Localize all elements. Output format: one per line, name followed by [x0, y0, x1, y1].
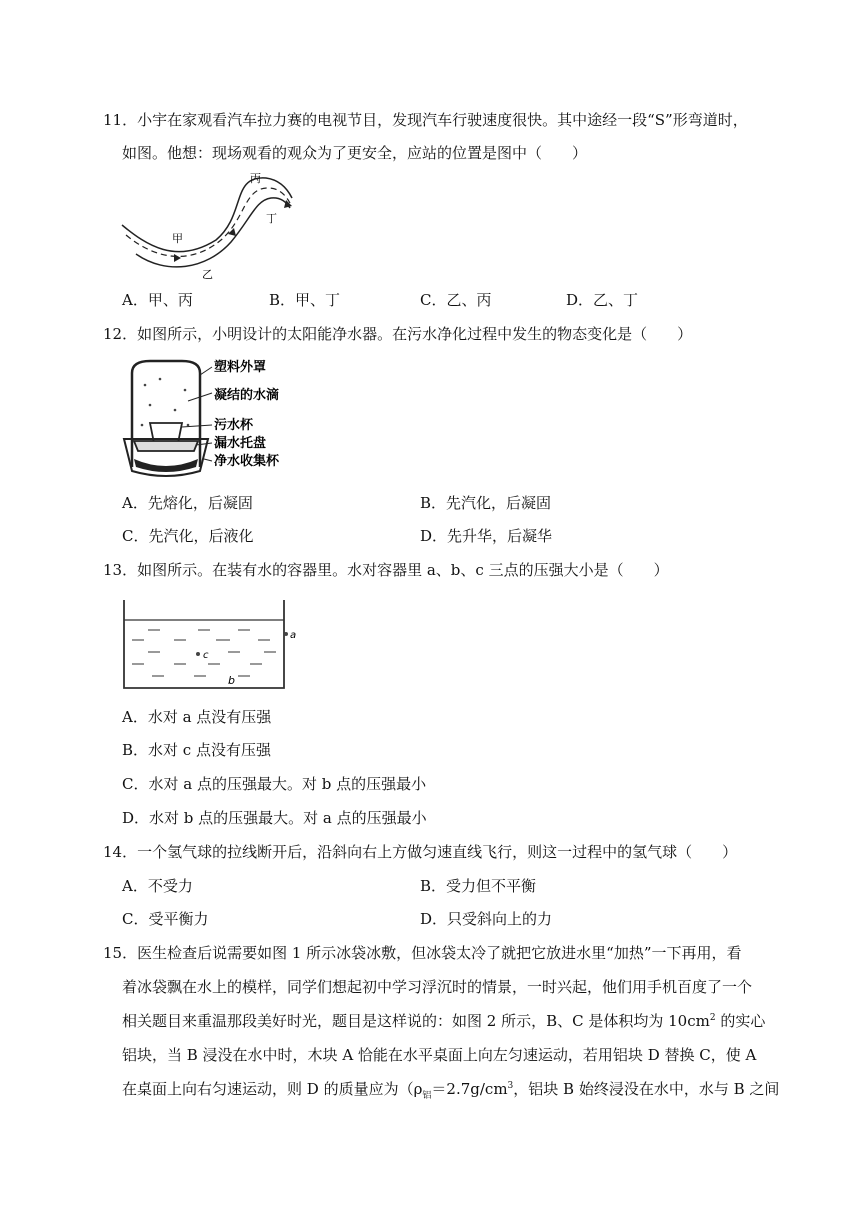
q13-option-b: B．水对 c 点没有压强 — [122, 741, 271, 759]
label-plastic-cover: 塑料外罩 — [214, 360, 267, 375]
drip-tray — [134, 441, 198, 451]
q14-option-c: C．受平衡力 — [122, 910, 209, 928]
label-c: c — [203, 650, 209, 661]
q14-number: 14． — [103, 843, 138, 861]
q14-option-a: A．不受力 — [122, 877, 193, 895]
q15-line2: 着冰袋飘在水上的模样，同学们想起初中学习浮沉时的情景，一时兴起，他们用手机百度了一个 — [122, 978, 753, 996]
label-condensed-drops: 凝结的水滴 — [214, 388, 280, 403]
label-b: b — [228, 674, 235, 687]
q13-option-c: C．水对 a 点的压强最大。对 b 点的压强最小 — [122, 775, 427, 793]
collected-water — [134, 459, 198, 472]
label-bing: 丙 — [250, 172, 261, 185]
q12-line1: 12．如图所示，小明设计的太阳能净水器。在污水净化过程中发生的物态变化是（ ） — [103, 325, 693, 343]
q15-line1: 15．医生检查后说需要如图 1 所示冰袋冰敷，但冰袋太冷了就把它放进水里“加热”一下再用，看 — [103, 944, 742, 962]
point-c — [196, 652, 200, 656]
q11-number: 11． — [103, 111, 138, 129]
q12-option-d: D．先升华，后凝华 — [420, 527, 553, 545]
q12-option-a: A．先熔化，后凝固 — [122, 494, 253, 512]
label-dirty-water-cup: 污水杯 — [214, 418, 254, 433]
label-drip-tray: 漏水托盘 — [214, 436, 267, 451]
q11-option-c: C．乙、丙 — [420, 291, 492, 309]
q11-option-a: A．甲、丙 — [122, 291, 193, 309]
q14-option-d: D．只受斜向上的力 — [420, 910, 553, 928]
q11-line1: 11．小宇在家观看汽车拉力赛的电视节目，发现汽车行驶速度很快。其中途经一段“S”形弯道时， — [103, 111, 748, 129]
q13-number: 13． — [103, 561, 138, 579]
q11-option-b: B．甲、丁 — [269, 291, 341, 309]
label-yi: 乙 — [202, 268, 213, 281]
water-container-figure — [118, 596, 298, 692]
q13-line1: 13．如图所示。在装有水的容器里。水对容器里 a、b、c 三点的压强大小是（ ） — [103, 561, 669, 579]
label-a: a — [290, 630, 297, 641]
road-inner-edge — [136, 198, 290, 267]
q11-option-d: D．乙、丁 — [566, 291, 639, 309]
q14-option-b: B．受力但不平衡 — [420, 877, 537, 895]
point-a — [284, 632, 288, 636]
s-curve-road-figure — [116, 170, 296, 282]
q15-line3: 相关题目来重温那段美好时光，题目是这样说的：如图 2 所示，B、C 是体积均为 $10cm^2$ 的实心 — [122, 1012, 766, 1030]
q15-line4: 铝块，当 B 浸没在水中时，木块 A 恰能在水平桌面上向左匀速运动，若用铝块 D 替换 C，使 A — [122, 1046, 757, 1064]
arrow-icon — [284, 200, 292, 208]
q12-option-c: C．先汽化，后液化 — [122, 527, 254, 545]
label-collection-cup: 净水收集杯 — [214, 454, 280, 469]
label-ding: 丁 — [266, 212, 277, 225]
arrow-icon — [174, 254, 181, 262]
container-walls — [124, 600, 284, 688]
q13-option-d: D．水对 b 点的压强最大。对 a 点的压强最小 — [122, 809, 427, 827]
solar-water-purifier-figure — [120, 355, 280, 485]
label-jia: 甲 — [172, 232, 183, 245]
q13-option-a: A．水对 a 点没有压强 — [122, 708, 272, 726]
q12-number: 12． — [103, 325, 138, 343]
q11-line2: 如图。他想：现场观看的观众为了更安全，应站的位置是图中（ ） — [122, 144, 588, 162]
q14-line1: 14．一个氢气球的拉线断开后，沿斜向右上方做匀速直线飞行，则这一过程中的氢气球（ ） — [103, 843, 738, 861]
q12-option-b: B．先汽化，后凝固 — [420, 494, 552, 512]
q15-number: 15． — [103, 944, 138, 962]
q15-line5: 在桌面上向右匀速运动，则 D 的质量应为（$\rho_铝=2.7g/cm^3$，铝块 B 始终浸没在水中，水与 B 之间 — [122, 1080, 780, 1101]
